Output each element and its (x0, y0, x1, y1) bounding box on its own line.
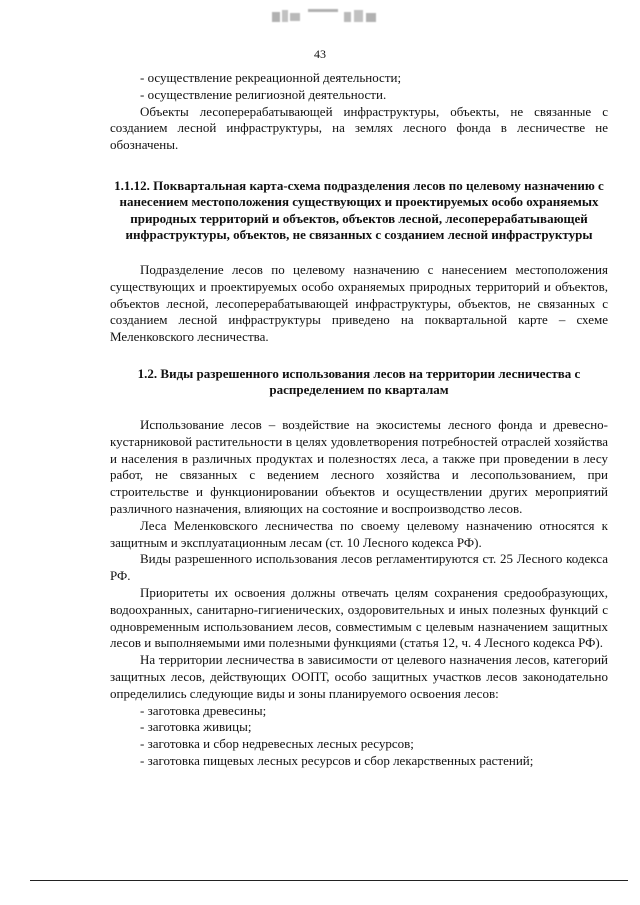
paragraph: Использование лесов – воздействие на экосистемы лесного фонда и древесно-кустарниковой растительности в целях удовлетворения потребностей отраслей хозяйства и населения в различных продуктах и полезностях леса, а также при проведении в лесу работ, не связанных с ведением лесного хозяйства и лесопользованием, при строительстве и функционировании объектов и осуществлении других мероприятий различного назначения, влияющих на состояние и воспроизводство лесов. (110, 416, 608, 516)
list-item: - заготовка живицы; (140, 719, 252, 735)
paragraph: Объекты лесоперерабатывающей инфраструктуры, объекты, не связанные с созданием лесной инфраструктуры, на землях лесного фонда в лесничестве не обозначены. (110, 103, 608, 153)
section-heading: 1.2. Виды разрешенного использования лесов на территории лесничества с распределением по кварталам (137, 365, 581, 398)
paragraph: Приоритеты их освоения должны отвечать целям сохранения средообразующих, водоохранных, санитарно-гигиенических, оздоровительных и иных полезных функций с одновременным использованием лесов, совместимым с целевым назначением защитных лесов и выполняемыми ими полезными функциями (статья 12, ч. 4 Лесного кодекса РФ). (110, 584, 608, 651)
paragraph: Леса Меленковского лесничества по своему целевому назначению относятся к защитным и эксплуатационным лесам (ст. 10 Лесного кодекса РФ). (110, 517, 608, 550)
list-item: - осуществление религиозной деятельности. (140, 86, 387, 102)
footer-divider (30, 880, 628, 881)
paragraph: Подразделение лесов по целевому назначению с нанесением местоположения существующих и проектируемых особо охраняемых природных территорий и объектов, объектов лесной, лесоперерабатывающей инфраструктуры, объектов, не связанных с созданием лесной инфраструктуры приведено на поквартальной карте – схеме Меленковского лесничества. (110, 261, 608, 345)
list-item: - осуществление рекреационной деятельности; (140, 70, 402, 85)
list-item: - заготовка древесины; (140, 702, 267, 718)
page-number: 43 (314, 47, 326, 61)
faded-stamp-mark (270, 6, 380, 28)
paragraph: На территории лесничества в зависимости от целевого назначения лесов, категорий защитных лесов, действующих ООПТ, особо защитных участков лесов законодательно определились следующие виды и зоны планируемого освоения лесов: (110, 652, 608, 701)
section-heading: 1.1.12. Поквартальная карта-схема подразделения лесов по целевому назначению с нанесением местоположения существующих и проектируемых особо охраняемых природных территорий и объектов, объектов лесной, лесоперерабатывающей инфраструктуры, объектов, не связанных с созданием лесной инфраструктуры (114, 177, 604, 243)
page-content (110, 70, 608, 770)
paragraph: Виды разрешенного использования лесов регламентируются ст. 25 Лесного кодекса РФ. (110, 551, 608, 584)
list-item: - заготовка пищевых лесных ресурсов и сбор лекарственных растений; (140, 752, 534, 768)
list-item: - заготовка и сбор недревесных лесных ресурсов; (140, 736, 414, 752)
